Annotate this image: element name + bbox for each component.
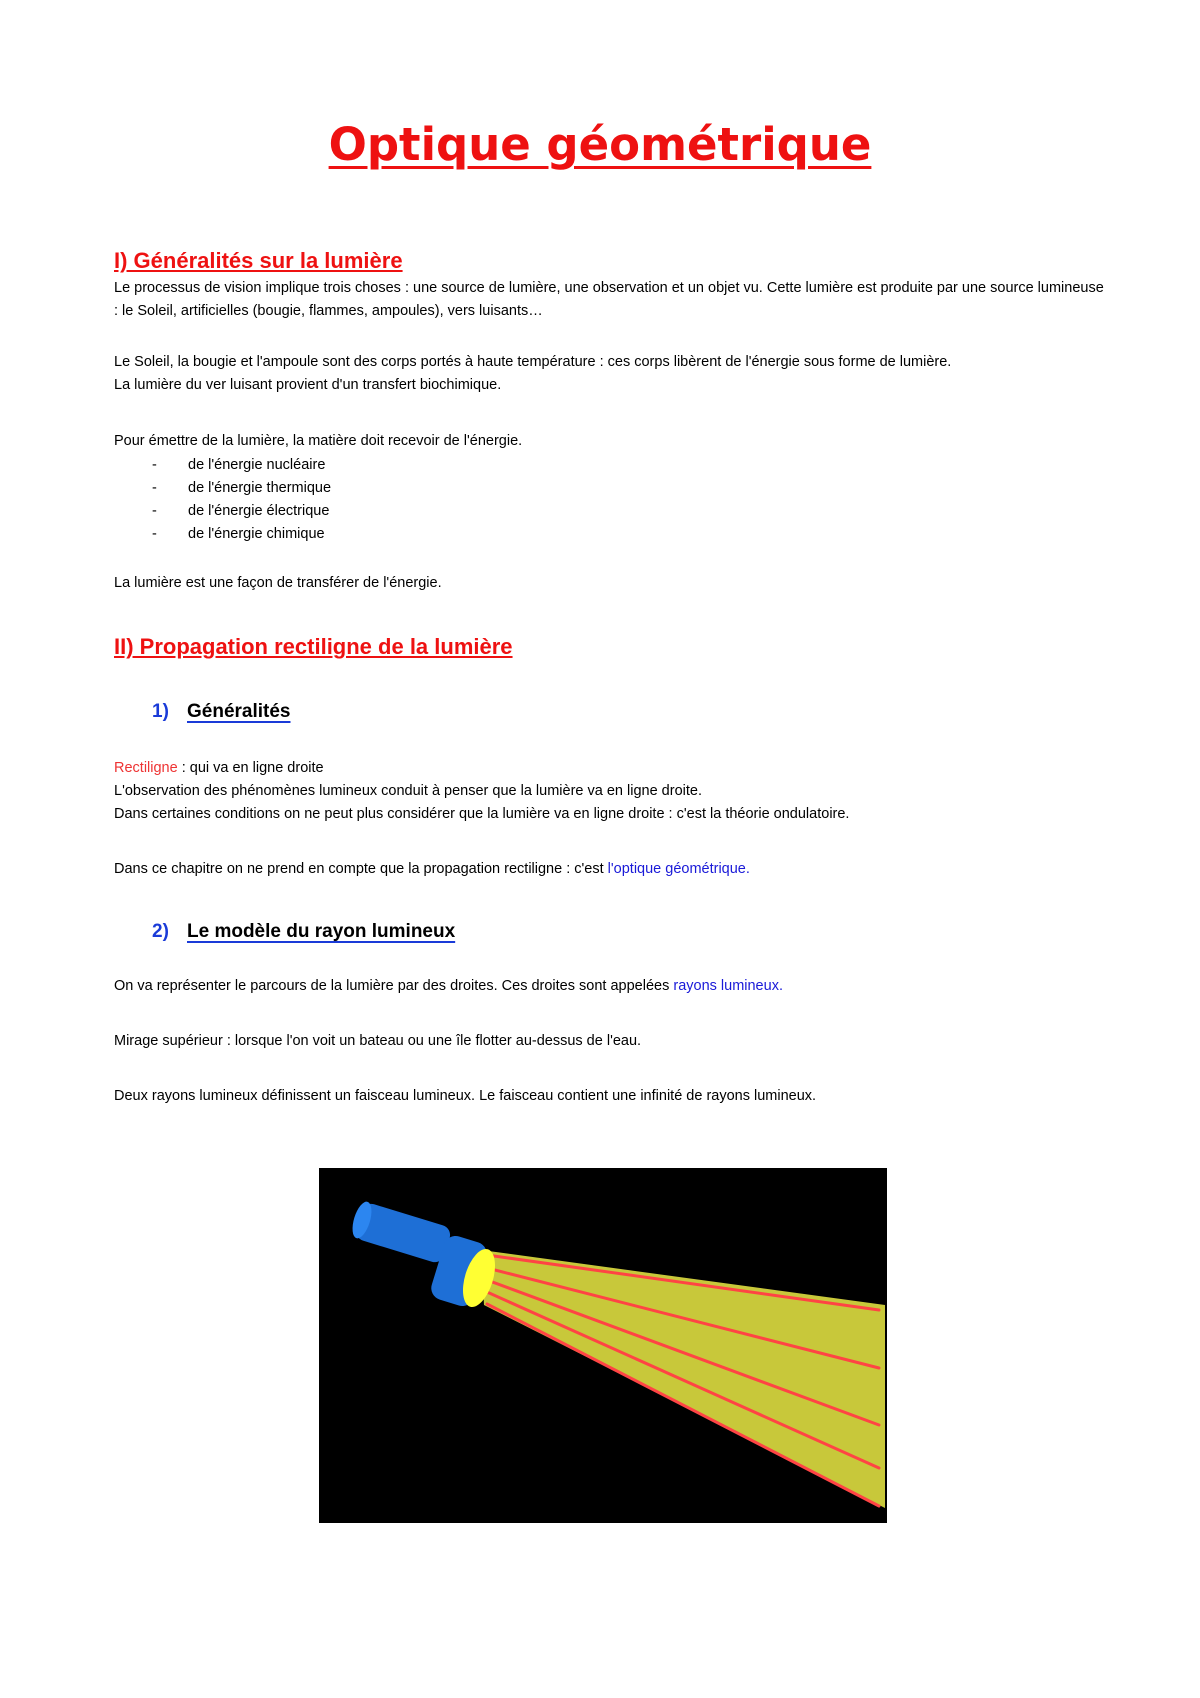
- list-item-text: de l'énergie chimique: [188, 526, 325, 542]
- line-1-suffix: .: [778, 978, 783, 994]
- bullet-dash: -: [152, 503, 157, 519]
- line-4-prefix: Dans ce chapitre on ne prend en compte que la propagation rectiligne : c'est: [114, 861, 608, 877]
- subsection-1-title: Généralités: [187, 701, 291, 722]
- subsection-1-line-4: [114, 858, 1104, 881]
- line-4-suffix: .: [745, 861, 750, 877]
- rectiligne-definition-text: : qui va en ligne droite: [177, 760, 324, 776]
- subsection-2-heading: [152, 921, 461, 943]
- section-1-paragraph-4: La lumière est une façon de transférer de l'énergie.: [114, 575, 442, 591]
- bullet-dash: -: [152, 457, 157, 473]
- subsection-2-line-2: Mirage supérieur : lorsque l'on voit un bateau ou une île flotter au-dessus de l'eau.: [114, 1033, 642, 1049]
- section-1-paragraph-2-line-2: La lumière du ver luisant provient d'un transfert biochimique.: [114, 377, 502, 393]
- flashlight-beam-illustration-icon: [319, 1168, 887, 1523]
- list-item: [152, 500, 331, 523]
- list-item-text: de l'énergie électrique: [188, 503, 330, 519]
- optique-geometrique-term: l'optique géométrique: [607, 861, 746, 877]
- subsection-2-line-3: Deux rayons lumineux définissent un faisceau lumineux. Le faisceau contient une infinité de rayons lumineux.: [114, 1088, 817, 1104]
- subsection-2-number: 2): [152, 921, 169, 942]
- section-1-heading: I) Généralités sur la lumière: [114, 248, 403, 273]
- list-item: [152, 523, 331, 546]
- subsection-2-line-1: [114, 975, 1104, 998]
- section-2-heading: II) Propagation rectiligne de la lumière: [114, 634, 513, 659]
- bullet-dash: -: [152, 526, 157, 542]
- energy-list: [152, 454, 331, 546]
- list-item-text: de l'énergie nucléaire: [188, 457, 326, 473]
- subsection-1-heading: [152, 701, 297, 723]
- page-title: Optique géométrique: [328, 118, 872, 171]
- list-item-text: de l'énergie thermique: [188, 480, 332, 496]
- list-item: [152, 477, 331, 500]
- section-1-paragraph-3: Pour émettre de la lumière, la matière doit recevoir de l'énergie.: [114, 433, 523, 449]
- section-1-paragraph-2-line-1: Le Soleil, la bougie et l'ampoule sont des corps portés à haute température : ces corps libèrent de l'énergie sous forme de lumière.: [114, 354, 952, 370]
- subsection-1-line-2: L'observation des phénomènes lumineux conduit à penser que la lumière va en ligne droite.: [114, 783, 702, 799]
- rectiligne-definition: [114, 757, 1104, 780]
- rayons-lumineux-term: rayons lumineux: [673, 978, 779, 994]
- list-item: [152, 454, 331, 477]
- bullet-dash: -: [152, 480, 157, 496]
- subsection-2-title: Le modèle du rayon lumineux: [187, 921, 456, 942]
- section-1-paragraph-1: Le processus de vision implique trois choses : une source de lumière, une observation et un objet vu. Cette lumière est produite par une source lumineuse : le Soleil, artificielles (bougie, flammes, ampoules), vers luisants…: [114, 280, 1104, 319]
- subsection-1-line-3: Dans certaines conditions on ne peut plus considérer que la lumière va en ligne droite : c'est la théorie ondulatoire.: [114, 806, 850, 822]
- flashlight-beam-figure: [319, 1168, 887, 1523]
- subsection-1-number: 1): [152, 701, 169, 722]
- line-1-prefix: On va représenter le parcours de la lumière par des droites. Ces droites sont appelées: [114, 978, 674, 994]
- rectiligne-term: Rectiligne: [114, 760, 178, 776]
